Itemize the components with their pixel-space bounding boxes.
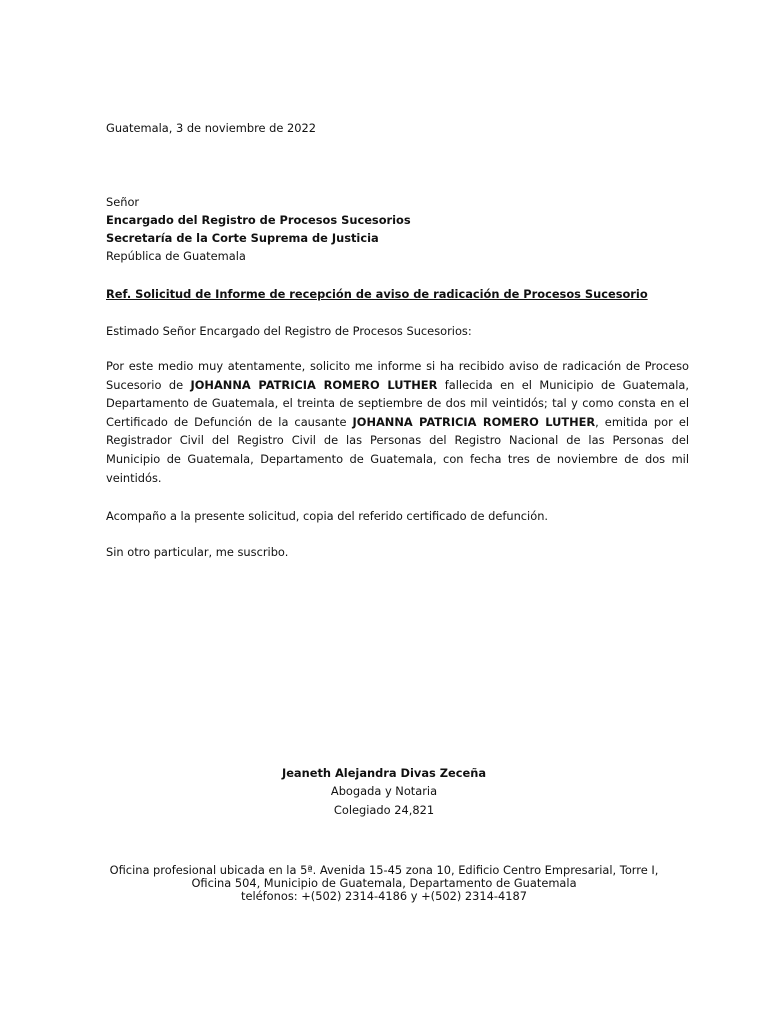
attachment-line: Acompaño a la presente solicitud, copia del referido certificado de defunción. xyxy=(106,509,549,523)
signature-title: Abogada y Notaria xyxy=(330,784,438,798)
recipient-line-2: Secretaría de la Corte Suprema de Justicia xyxy=(106,231,379,245)
body-text: , emitida por el xyxy=(595,414,690,429)
body-line-3 xyxy=(106,394,689,413)
reference-line: Ref. Solicitud de Informe de recepción de aviso de radicación de Procesos Sucesorio xyxy=(106,287,648,301)
date-line: Guatemala, 3 de noviembre de 2022 xyxy=(106,121,317,135)
body-text: Certificado de Defunción de la causante xyxy=(106,414,353,429)
body-line-5 xyxy=(106,431,689,450)
body-line-6 xyxy=(106,450,689,469)
recipient-salutation: Señor xyxy=(106,195,140,209)
body-text: fallecida en el Municipio de Guatemala, xyxy=(437,377,690,392)
footer-address-line-1: Oficina profesional ubicada en la 5ª. Avenida 15-45 zona 10, Edificio Centro Empresarial, Torre I, xyxy=(109,863,659,877)
signature-name: Jeaneth Alejandra Divas Zeceña xyxy=(281,766,487,780)
body-text: veintidós. xyxy=(106,470,162,485)
deceased-name: JOHANNA PATRICIA ROMERO LUTHER xyxy=(190,377,438,392)
recipient-line-3: República de Guatemala xyxy=(106,249,246,263)
closing-line: Sin otro particular, me suscribo. xyxy=(106,545,289,559)
footer-phones: teléfonos: +(502) 2314-4186 y +(502) 2314-4187 xyxy=(241,889,527,903)
body-paragraph xyxy=(106,357,689,487)
recipient-line-1: Encargado del Registro de Procesos Sucesorios xyxy=(106,213,411,227)
body-line-7 xyxy=(106,469,689,488)
footer-address-line-2: Oficina 504, Municipio de Guatemala, Departamento de Guatemala xyxy=(191,876,577,890)
body-text: Departamento de Guatemala, el treinta de septiembre de dos mil veintidós; tal y como consta en el xyxy=(106,396,689,411)
body-text: Municipio de Guatemala, Departamento de Guatemala, con fecha tres de noviembre de dos mil xyxy=(106,451,689,466)
greeting: Estimado Señor Encargado del Registro de Procesos Sucesorios: xyxy=(106,324,472,338)
body-text: Sucesorio de xyxy=(106,377,191,392)
deceased-name: JOHANNA PATRICIA ROMERO LUTHER xyxy=(352,414,596,429)
body-line-1 xyxy=(106,357,689,376)
signature-registration: Colegiado 24,821 xyxy=(333,803,435,817)
body-text: Registrador Civil del Registro Civil de las Personas del Registro Nacional de las Personas del xyxy=(106,433,689,448)
body-line-2 xyxy=(106,376,689,395)
body-line-4 xyxy=(106,413,689,432)
body-text: Por este medio muy atentamente, solicito me informe si ha recibido aviso de radicación de Proceso xyxy=(106,359,689,373)
